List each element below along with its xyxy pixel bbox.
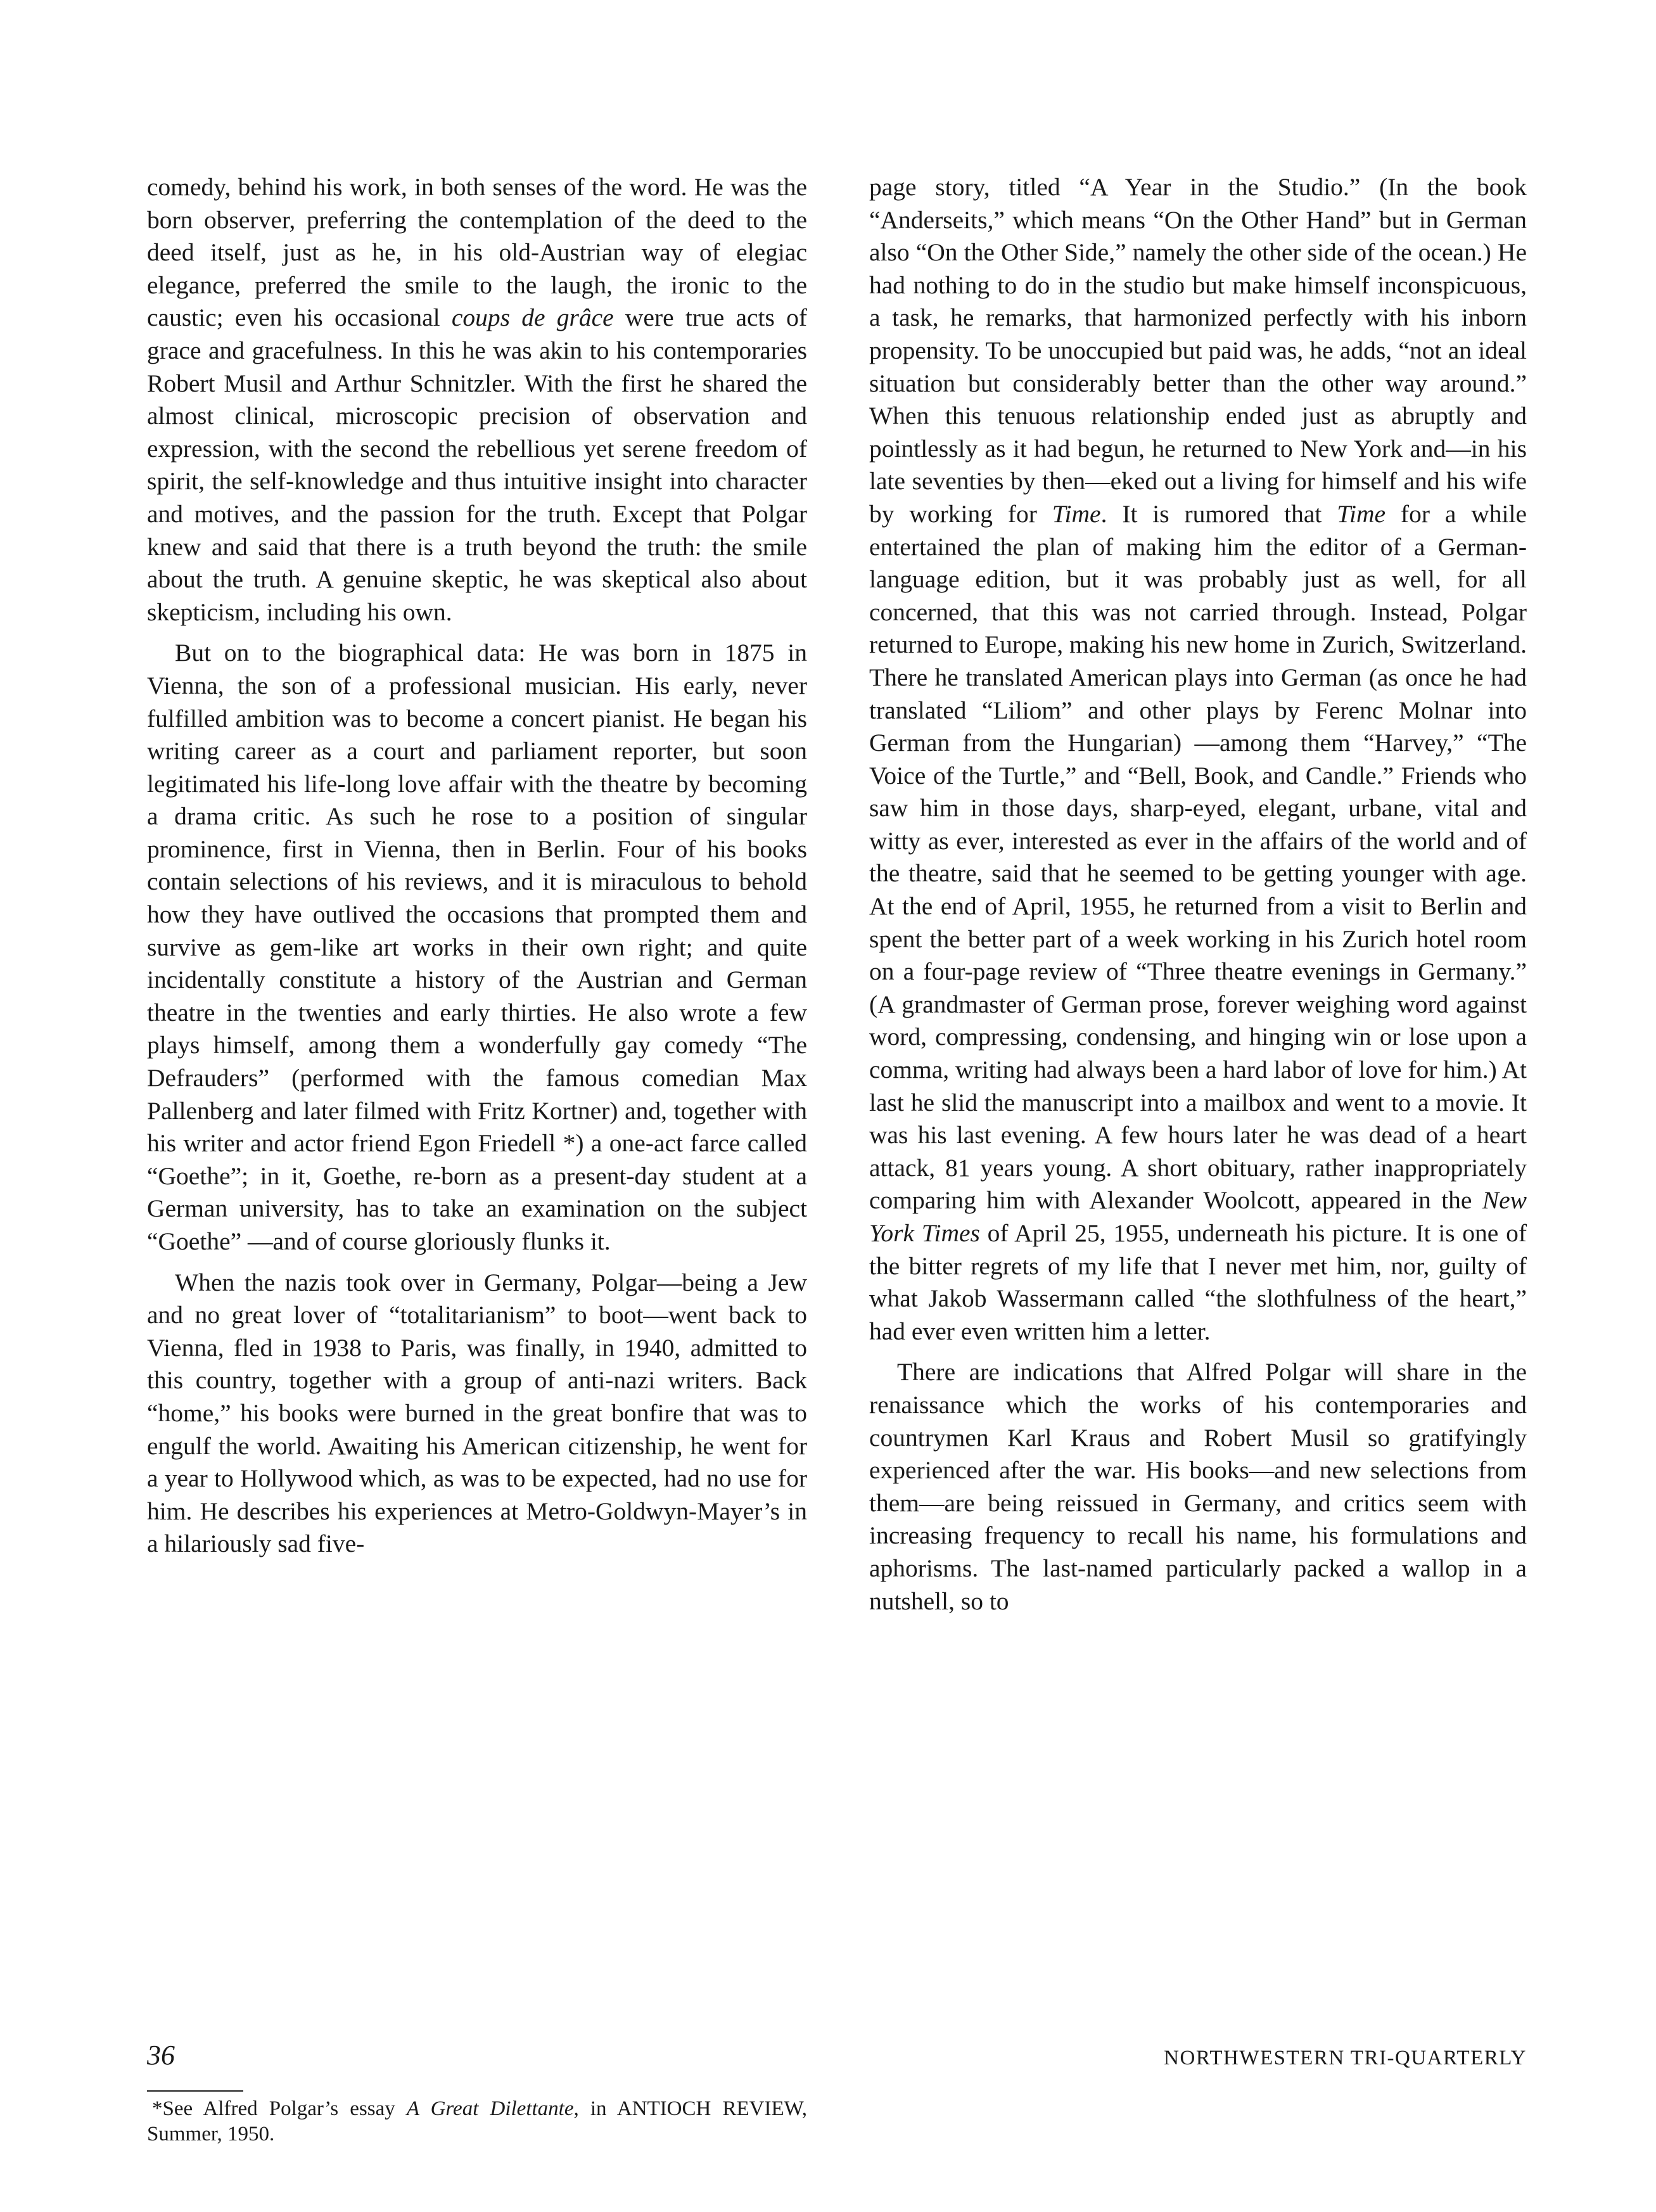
left-paragraph-2: But on to the biographical data: He was born in 1875 in Vienna, the son of a professional musician. His early, never fulfilled ambition was to become a concert pianist. He began his writing career as a court and parliament reporter, but soon legitimated his life-long love affair with the theatre by becoming a drama critic. As such he rose to a position of singular prominence, first in Vienna, then in Berlin. Four of his books contain selections of his reviews, and it is miraculous to behold how they have outlived the occasions that prompted them and survive as gem-like art works in their own right; and quite incidentally constitute a history of the Austrian and German theatre in the twenties and early thirties. He also wrote a few plays himself, among them a wonderfully gay comedy “The Defrauders” (performed with the famous comedian Max Pallenberg and later filmed with Fritz Kortner) and, together with his writer and actor friend Egon Friedell *) a one-act farce called “Goethe”; in it, Goethe, re-born as a present-day student at a German university, has to take an examination on the subject “Goethe” —and of course gloriously flunks it. bbox=[147, 639, 807, 1255]
page-number: 36 bbox=[147, 2040, 175, 2071]
right-paragraph-2: There are indications that Alfred Polgar will share in the renaissance which the works of his contemporaries and countrymen Karl Kraus and Robert Musil so gratifyingly experienced after the war. His books—and new selections from them—are being reissued in Germany, and critics seem with increasing frequency to recall his name, his formulations and aphorisms. The last-named particularly packed a wallop in a nutshell, so to bbox=[869, 1358, 1527, 1615]
left-column bbox=[147, 171, 807, 1569]
footnote-divider bbox=[147, 2090, 243, 2092]
italic-title: Time bbox=[1337, 499, 1386, 528]
italic-phrase: coups de grâce bbox=[451, 304, 614, 332]
right-paragraph-1: page story, titled “A Year in the Studio.” (In the book “Anderseits,” which means “On the Other Hand” but in German also “On the Other Side,” namely the other side of the ocean.) He had nothing to do in the studio but make himself inconspicuous, a task, he remarks, that harmonized perfectly with his inborn propensity. To be unoccupied but paid was, he adds, “not an ideal situation but considerably better than the other way around.” When this tenuous relationship ended just as abruptly and pointlessly as it had begun, he returned to New York and—in his late seventies by then—eked out a living for himself and his wife by working for Time. It is rumored that Time for a while entertained the plan of making him the editor of a German-language edition, but it was probably just as well, for all concerned, that this was not carried through. Instead, Polgar returned to Europe, making his new home in Zurich, Switzerland. There he translated American plays into German (as once he had translated “Liliom” and other plays by Ferenc Molnar into German from the Hungarian) —among them “Harvey,” “The Voice of the Turtle,” and “Bell, Book, and Candle.” Friends who saw him in those days, sharp-eyed, elegant, urbane, vital and witty as ever, interested as ever in the affairs of the world and of the theatre, said that he seemed to be getting younger with age. At the end of April, 1955, he returned from a visit to Berlin and spent the better part of a week working in his Zurich hotel room on a four-page review of “Three theatre evenings in Germany.” (A grandmaster of German prose, forever weighing word against word, compressing, condensing, and hinging win or lose upon a comma, writing had always been a hard labor of love for him.) At last he slid the manuscript into a mailbox and went to a movie. It was his last evening. A few hours later he was dead of a heart attack, 81 years young. A short obituary, rather inappropriately comparing him with Alexander Woolcott, appeared in the New York Times of April 25, 1955, underneath his picture. It is one of the bitter regrets of my life that I never met him, nor, guilty of what Jakob Wassermann called “the slothfulness of the heart,” had ever even written him a letter. bbox=[869, 173, 1527, 1345]
left-paragraph-3: When the nazis took over in Germany, Polgar—being a Jew and no great lover of “totalitarianism” to boot—went back to Vienna, fled in 1938 to Paris, was finally, in 1940, admitted to this country, together with a group of anti-nazi writers. Back “home,” his books were burned in the great bonfire that was to engulf the world. Awaiting his American citizenship, he went for a year to Hollywood which, as was to be expected, had no use for him. He describes his experiences at Metro-Goldwyn-Mayer’s in a hilariously sad five- bbox=[147, 1268, 807, 1558]
italic-title: Time bbox=[1052, 499, 1101, 528]
footnote: *See Alfred Polgar’s essay A Great Dilettante, in ANTIOCH REVIEW, Summer, 1950. bbox=[147, 2097, 807, 2145]
italic-title: New York Times bbox=[869, 1186, 1527, 1247]
left-paragraph-1: comedy, behind his work, in both senses of the word. He was the born observer, preferring the contemplation of the deed to the deed itself, just as he, in his old-Austrian way of elegiac elegance, preferred the smile to the laugh, the ironic to the caustic; even his occasional coups de grâce were true acts of grace and gracefulness. In this he was akin to his contemporaries Robert Musil and Arthur Schnitzler. With the first he shared the almost clinical, microscopic precision of observation and expression, with the second the rebellious yet serene freedom of spirit, the self-knowledge and thus intuitive insight into character and motives, and the passion for the truth. Except that Polgar knew and said that there is a truth beyond the truth: the smile about the truth. A genuine skeptic, he was skeptical also about skepticism, including his own. bbox=[147, 173, 808, 626]
running-footer: NORTHWESTERN TRI-QUARTERLY bbox=[1164, 2047, 1527, 2069]
right-column bbox=[869, 171, 1527, 1626]
